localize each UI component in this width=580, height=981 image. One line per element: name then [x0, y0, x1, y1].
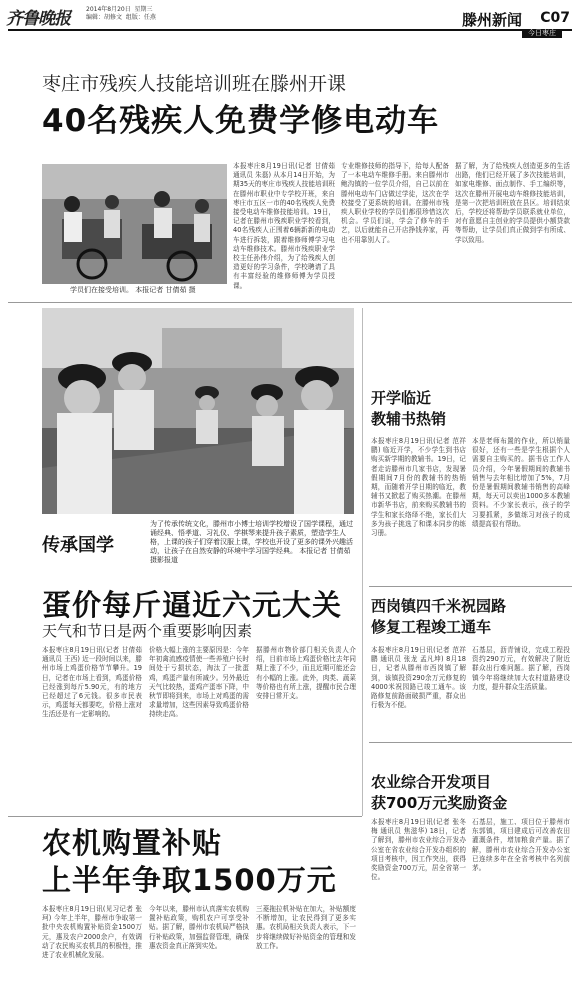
story6-column-1: 本报枣庄8月19日讯(记者 张冬梅 通讯员 焦滋华) 18日，记者了解到，滕州市农业综合开发办公室在省农业综合开发办组织的项目考核中，因工作突出，获得奖励资金700万元，居全省第一位。: [371, 818, 466, 882]
masthead-rule: [8, 29, 572, 31]
story1-column-3: 据了解，为了给残疾人创造更多的生活出路，他们已经开展了多次技能培训，如家电维修、面点制作、手工编织等，这次在滕州开展电动车维修技能培训，是第一次把培训班放在县区。培训结束后，学校还将帮助学员联系就业单位，对有意愿自主创业的学员提供小额贷款等帮助，让学员们真正做到学有所成、学以致用。: [455, 162, 570, 244]
story6-headline: 农业综合开发项目 获700万元奖励资金: [371, 773, 508, 812]
section-divider-right-2: [369, 742, 572, 743]
page-number: C07: [540, 10, 570, 26]
story1-photo-caption: 学员们在接受培训。 本报记者 甘倩茹 摄: [70, 286, 196, 294]
story4-subheadline: 天气和节日是两个重要影响因素: [42, 622, 253, 640]
section-rubric: 今日枣庄: [522, 29, 562, 38]
section-title: 滕州新闻: [461, 11, 522, 29]
column-divider: [362, 308, 363, 816]
newspaper-logo: 齐鲁晚报: [6, 9, 70, 29]
story1-kicker: 枣庄市残疾人技能培训班在滕州开课: [42, 73, 347, 95]
dateline: 2014年8月20日 星期三 编辑：胡修文 组版：任燕: [86, 6, 156, 21]
story1-photo: [42, 164, 227, 284]
story4-column-3: 据滕州市物价部门相关负责人介绍，目前市场上鸡蛋价格比去年同期上涨了不少，而且近期可能还会有小幅的上涨。此外，肉类、蔬菜等价格也有所上涨，提醒市民合理安排日常开支。: [256, 646, 356, 701]
story1-headline: 40名残疾人免费学修电动车: [42, 103, 440, 139]
story2-photo-caption: 为了传承传统文化，滕州市小博士培训学校增设了国学课程，通过诵经典、悟孝道、习礼仪、学棋琴来提升孩子素质，塑造学生人格，上课的孩子们穿着汉服上课，学校也开设了更多的课外兴趣活动，让孩子在自然安静的环境中学习国学经典。 本报记者 甘倩茹 摄影报道: [150, 520, 353, 564]
section-divider-left: [8, 816, 362, 817]
story7-column-3: 三菱拖拉机补贴在加大，补贴额度不断增加，让农民得到了更多实惠。农机局相关负责人表示，下一步将继续做好补贴资金的管理和发放工作。: [256, 905, 356, 950]
story1-column-2: 专业维修技师的指导下，给每人配备了一本电动车维修手册。来自滕州市鲍沟镇的一位学员介绍，自己以前在滕州电动车门店做过学徒，这次在学校接受了更系统的培训。在滕州市残疾人职业学校的学员们都很珍惜这次机会。学员们说，学会了修车的手艺，以后就能自己开店挣钱养家，再也不用靠别人了。: [341, 162, 449, 244]
story4-column-2: 价格大幅上涨的主要原因是：今年年初禽流感疫情使一些养殖户长时间处于亏损状态，淘汰了一批蛋鸡，鸡蛋产量有所减少。另外最近天气比较热，蛋鸡产蛋率下降，中秋节即将到来，市场上对鸡蛋的需求量增加，这些因素导致鸡蛋价格持续走高。: [149, 646, 249, 719]
story7-column-1: 本报枣庄8月19日讯(见习记者 张珂) 今年上半年，滕州市争取第一批中央农机购置补贴资金1500万元，惠及农户2000余户，有效调动了农民购买农机具的积极性，推进了农业机械化发展。: [42, 905, 142, 960]
story5-headline: 西岗镇四千米祝园路 修复工程竣工通车: [371, 597, 507, 636]
section-divider-right: [369, 586, 572, 587]
story3-headline: 开学临近 教辅书热销: [371, 389, 447, 428]
story7-headline: 农机购置补贴 上半年争取1500万元: [42, 826, 337, 897]
story2-headline: 传承国学: [42, 535, 114, 556]
story5-column-1: 本报枣庄8月19日讯(记者 范祥鹏 通讯员 张龙 孟凡坤) 8月18日，记者从滕州市西岗镇了解到，该镇投资290余万元修复的4000米祝园路已竣工通车。该路修复前路面破损严重，群众出行极为不便。: [371, 646, 466, 710]
masthead: [0, 0, 580, 36]
story3-column-2: 本是老师布置的作业，所以销量很好，还有一些是学生根据个人需要自主购买的。据书店工作人员介绍，今年暑假期间的教辅书销售与去年相比增加了5%，7月份是暑假期间教辅书销售的高峰期，每天可以卖出1000多本教辅资料。不少家长表示，孩子的学习要抓紧，多做练习对孩子的成绩提高很有帮助。: [472, 437, 570, 528]
story1-column-1: 本报枣庄8月19日讯(记者 甘倩茹 通讯员 朱磊) 从本月14日开始，为期35天的枣庄市残疾人技能培训班在滕州市职业中专学校开班，来自枣庄市五区一市的40名残疾人免费接受电动车维修技能培训。19日，记者在滕州市残疾职业学校看到，40名残疾人正围着6辆新新的电动车进行拆装，跟着维修师傅学习电动车维修技术。滕州市残疾职业学校主任孙伟介绍，为了给残疾人创造更好的学习条件，学校聘请了具有丰富经验的维修师傅为学员授课。: [233, 162, 335, 290]
story7-column-2: 今年以来，滕州市认真落实农机购置补贴政策，购机农户可享受补贴。据了解，滕州市农机局严格执行补贴政策，加强监督管理，确保惠农资金真正落到实处。: [149, 905, 249, 950]
story4-headline: 蛋价每斤逼近六元大关: [42, 588, 343, 622]
story5-column-2: 石基层，沥青铺设，完成工程投资约290万元，有效解决了附近群众出行难问题。据了解，西岗镇今年将继续加大农村道路建设力度，提升群众生活质量。: [472, 646, 570, 691]
story6-column-2: 石基层，施工、项目位于滕州市东郭镇，项目建成后可改善农田灌溉条件，增加粮食产量。据了解，滕州市农业综合开发办公室已连续多年在全省考核中名列前茅。: [472, 818, 570, 873]
story3-column-1: 本报枣庄8月19日讯(记者 范祥鹏) 临近开学，不少学生到书店购买新学期的教辅书。19日，记者走访滕州市几家书店，发现暑假期间7月份的教辅书的热销期，而随着开学日期的临近，教辅书又掀起了购买热潮。在滕州市新华书店，前来购买教辅书的学生和家长络绎不绝，家长们大多为孩子挑选了和课本同步的练习册。: [371, 437, 466, 538]
section-divider: [8, 302, 572, 303]
story4-column-1: 本报枣庄8月19日讯(记者 甘倩茹 通讯员 王西) 近一段时间以来，滕州市场上鸡蛋价格节节攀升。19日，记者在市场上看到，鸡蛋价格已经涨到每斤5.90元，有的地方已经超过了6元钱。很多市民表示，鸡蛋每天都要吃，价格上涨对生活还是有一定影响的。: [42, 646, 142, 719]
story2-photo: [42, 308, 354, 514]
